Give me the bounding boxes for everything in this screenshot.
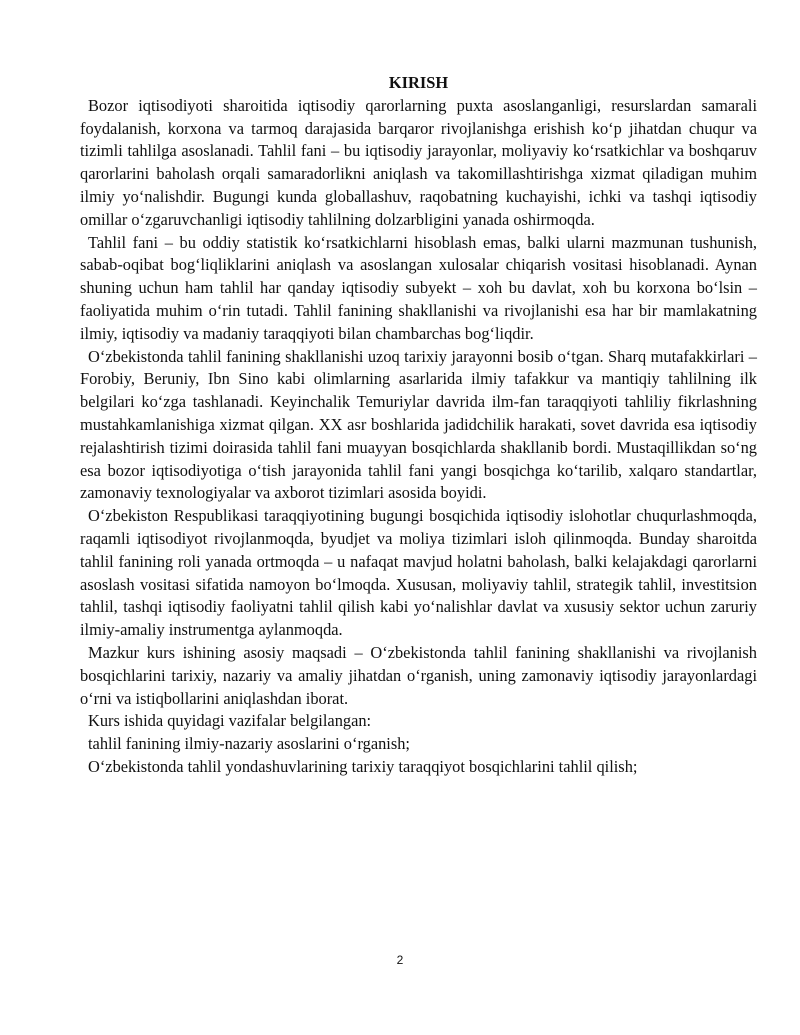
paragraph-analysis-definition: Tahlil fani – bu oddiy statistik ko‘rsatkichlarni hisoblash emas, balki ularni mazmunan tushunish, sabab-oqibat bog‘liqliklarini aniqlash va asoslangan xulosalar chiqarish vositasi hisoblanadi. Aynan shuning uchun ham tahlil har qanday iqtisodiy subyekt – xoh bu davlat, xoh bu korxona bo‘lsin – faoliyatida muhim o‘rin tutadi. Tahlil fanining shakllanishi va rivojlanishi esa har bir mamlakatning ilmiy, iqtisodiy va madaniy taraqqiyoti bilan chambarchas bog‘liqdir.	[80, 232, 757, 343]
page-number: 2	[396, 953, 404, 967]
paragraph-current-stage: O‘zbekiston Respublikasi taraqqiyotining bugungi bosqichida iqtisodiy islohotlar chuqurlashmoqda, raqamli iqtisodiyot rivojlanmoqda, byudjet va moliya tizimlari isloh qilinmoqda. Bunday sharoitda tahlil fanining roli yanada ortmoqda – u nafaqat mavjud holatni baholash, balki kelajakdagi qarorlarni asoslash vositasi sifatida namoyon bo‘lmoqda. Xususan, moliyaviy tahlil, strategik tahlil, investitsion tahlil, tashqi iqtisodiy faoliyatni tahlil qilish kabi yo‘nalishlar davlat va xususiy sektor uchun zaruriy ilmiy-amaliy instrumentga aylanmoqda.	[80, 506, 757, 640]
paragraph-goal: Mazkur kurs ishining asosiy maqsadi – O‘zbekistonda tahlil fanining shakllanishi va rivojlanish bosqichlarini tarixiy, nazariy va amaliy jihatdan o‘rganish, uning zamonaviy iqtisodiy jarayonlardagi o‘rni va istiqbollarini aniqlashdan iborat.	[80, 642, 757, 708]
paragraph-history: O‘zbekistonda tahlil fanining shakllanishi uzoq tarixiy jarayonni bosib o‘tgan. Sharq mutafakkirlari – Forobiy, Beruniy, Ibn Sino kabi olimlarning asarlarida ilmiy tafakkur va mantiqiy tahlilning ilk belgilari ko‘zga tashlanadi. Keyinchalik Temuriylar davrida ilm-fan taraqqiyoti tahliliy fikrlashning mustahkamlanishiga xizmat qilgan. XX asr boshlarida jadidchilik harakati, sovet davrida esa iqtisodiy rejalashtirish tizimi doirasida tahlil fani muayyan bosqichlarda shakllanib bordi. Mustaqillikdan so‘ng esa bozor iqtisodiyotiga o‘tish jarayonida tahlil fani yangi bosqichga ko‘tarilib, xalqaro standartlar, zamonaviy texnologiyalar va axborot tizimlari asosida boyidi.	[80, 346, 757, 503]
task-item: O‘zbekistonda tahlil yondashuvlarining tarixiy taraqqiyot bosqichlarini tahlil qilish;	[88, 756, 638, 776]
task-item: tahlil fanining ilmiy-nazariy asoslarini o‘rganish;	[88, 734, 410, 754]
paragraph-tasks-intro: Kurs ishida quyidagi vazifalar belgilangan:	[88, 711, 372, 731]
page-content	[80, 72, 757, 779]
section-heading: KIRISH	[388, 73, 449, 92]
paragraph-intro: Bozor iqtisodiyoti sharoitida iqtisodiy qarorlarning puxta asoslanganligi, resurslardan samarali foydalanish, korxona va tarmoq darajasida barqaror rivojlanishga erishish ko‘p jihatdan chuqur va tizimli tahlilga asoslanadi. Tahlil fani – bu iqtisodiy jarayonlar, moliyaviy ko‘rsatkichlar va boshqaruv qarorlarini baholash orqali samaradorlikni aniqlash va takomillashtirishga xizmat qiladigan muhim ilmiy yo‘nalishdir. Bugungi kunda globallashuv, raqobatning kuchayishi, ichki va tashqi iqtisodiy omillar o‘zgaruvchanligi iqtisodiy tahlilning dolzarbligini yanada oshirmoqda.	[80, 95, 757, 229]
